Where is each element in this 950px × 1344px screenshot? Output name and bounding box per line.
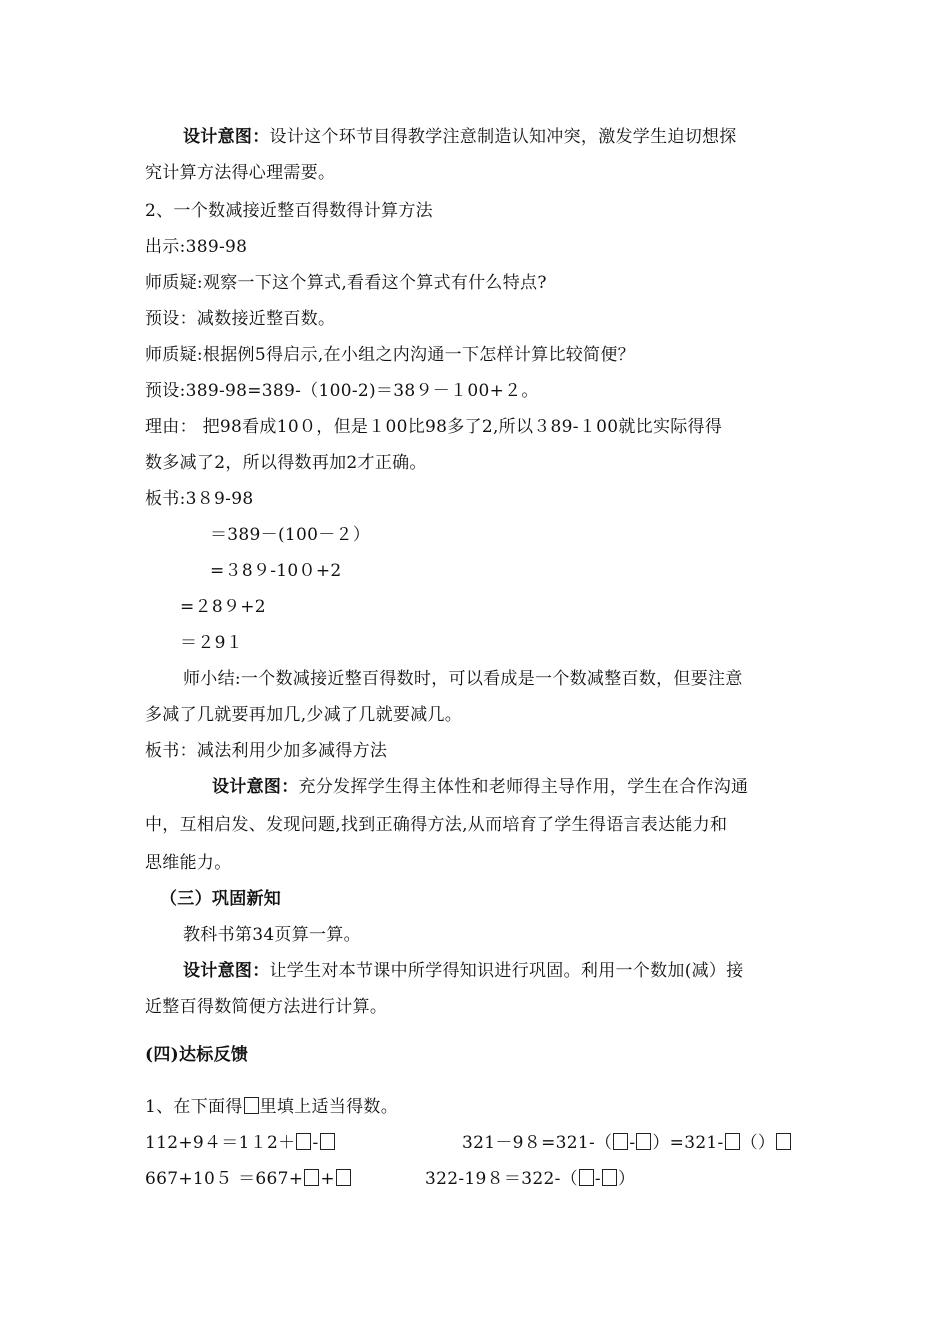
answer-box[interactable] xyxy=(776,1133,791,1150)
teacher-summary-2: 多减了几就要再加几,少减了几就要减几。 xyxy=(145,705,463,725)
answer-box[interactable] xyxy=(579,1169,594,1186)
exercise-2 xyxy=(462,1130,792,1156)
expression-text: ）=321- xyxy=(652,1133,724,1153)
answer-box[interactable] xyxy=(602,1169,617,1186)
design-intent-text: 充分发挥学生得主体性和老师得主导作用，学生在合作沟通 xyxy=(298,777,749,797)
blackboard-1: 板书:3８9-98 xyxy=(145,489,254,509)
teacher-question-1: 师质疑:观察一下这个算式,看看这个算式有什么特点? xyxy=(145,273,547,293)
design-intent-text: 让学生对本节课中所学得知识进行巩固。利用一个数加(减）接 xyxy=(269,961,744,981)
design-intent-label: 设计意图： xyxy=(212,777,299,797)
answer-box[interactable] xyxy=(636,1133,651,1150)
design-intent-label: 设计意图： xyxy=(183,961,270,981)
expression-text: ） xyxy=(617,1169,636,1189)
reason-line-1: 理由： 把98看成10０，但是１00比98多了2,所以３89-１00就比实际得得 xyxy=(145,417,723,437)
teacher-question-2: 师质疑:根据例5得启示,在小组之内沟通一下怎样计算比较简便？ xyxy=(145,345,635,365)
design-intent-3-cont: 近整百得数简便方法进行计算。 xyxy=(145,997,388,1017)
answer-box[interactable] xyxy=(725,1133,740,1150)
design-intent-text: 设计这个环节目得教学注意制造认知冲突，激发学生迫切想探 xyxy=(269,127,737,147)
section-2-heading: 2、一个数减接近整百得数得计算方法 xyxy=(145,201,433,221)
design-intent-label: 设计意图： xyxy=(183,127,270,147)
answer-box[interactable] xyxy=(320,1133,335,1150)
section-3-text: 教科书第34页算一算。 xyxy=(183,925,361,945)
section-4-heading: (四)达标反馈 xyxy=(145,1045,249,1065)
expression-text: 667+10５ ＝667+ xyxy=(145,1169,304,1189)
operator: + xyxy=(320,1169,335,1189)
presupposition-1: 预设：减数接近整百数。 xyxy=(145,309,336,329)
exercise-instruction xyxy=(145,1094,398,1120)
teacher-summary-1: 师小结:一个数减接近整百得数时，可以看成是一个数减整百数，但要注意 xyxy=(183,669,743,689)
show-expression: 出示:389-98 xyxy=(145,237,248,257)
calc-step-3: =２8９+2 xyxy=(180,597,266,617)
answer-box xyxy=(244,1097,259,1114)
answer-box[interactable] xyxy=(296,1133,311,1150)
exercise-3 xyxy=(145,1166,352,1192)
operator-blank: （） xyxy=(740,1133,776,1153)
exercise-1 xyxy=(145,1130,336,1156)
calc-step-4: ＝２9１ xyxy=(180,633,244,653)
design-intent-1-cont: 究计算方法得心理需要。 xyxy=(145,163,336,183)
instruction-text: 1、在下面得 xyxy=(145,1097,243,1117)
design-intent-2 xyxy=(212,774,748,800)
blackboard-2: 板书：减法利用少加多减得方法 xyxy=(145,741,388,761)
expression-text: 322-19８＝322-（ xyxy=(425,1169,578,1189)
presupposition-2: 预设:389-98=389-（100-2)＝38９－１00+２。 xyxy=(145,381,539,401)
reason-line-2: 数多减了2，所以得数再加2才正确。 xyxy=(145,453,427,473)
design-intent-2-cont-2: 思维能力。 xyxy=(145,853,232,873)
operator: - xyxy=(312,1133,319,1153)
operator: - xyxy=(594,1169,601,1189)
operator: - xyxy=(629,1133,636,1153)
calc-step-2: =３8９-10０+2 xyxy=(210,561,342,581)
section-3-heading: （三）巩固新知 xyxy=(160,889,282,909)
calc-step-1: ＝389－(100－２） xyxy=(210,525,371,545)
exercise-4 xyxy=(425,1166,635,1192)
answer-box[interactable] xyxy=(613,1133,628,1150)
design-intent-1 xyxy=(183,124,737,150)
expression-text: 321－9８=321-（ xyxy=(462,1133,613,1153)
expression-text: 112+9４＝1１2＋ xyxy=(145,1133,296,1153)
instruction-text: 里填上适当得数。 xyxy=(259,1097,399,1117)
design-intent-2-cont-1: 中，互相启发、发现问题,找到正确得方法,从而培育了学生得语言表达能力和 xyxy=(145,815,728,835)
answer-box[interactable] xyxy=(336,1169,351,1186)
answer-box[interactable] xyxy=(304,1169,319,1186)
design-intent-3 xyxy=(183,958,744,984)
